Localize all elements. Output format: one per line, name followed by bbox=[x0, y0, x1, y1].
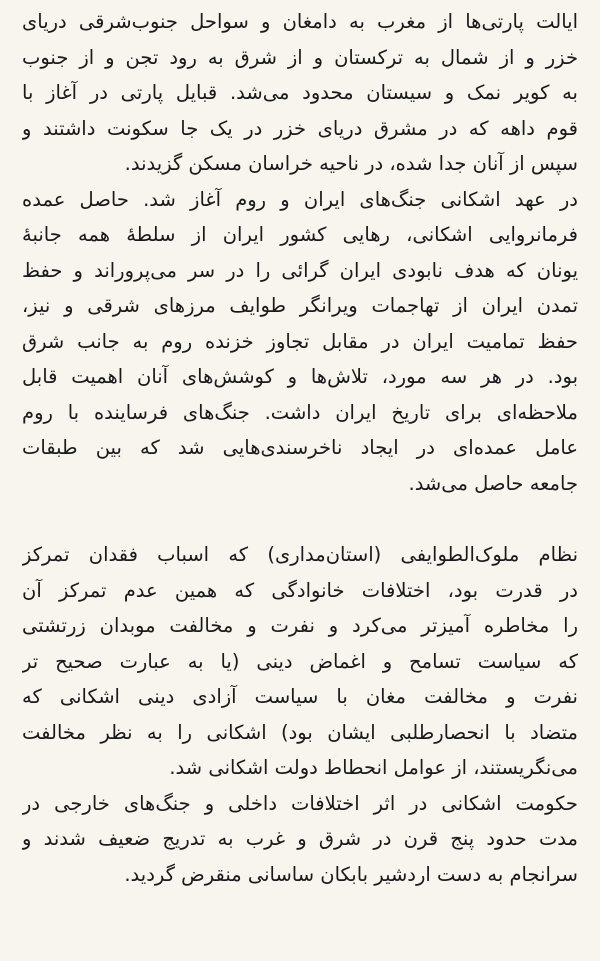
text-line: خزر و از شمال به ترکستان و از شرق به رود تجن و از جنوب bbox=[22, 45, 578, 69]
text-line: مدت حدود پنج قرن در شرق و غرب به تدریج ضعیف شدند و bbox=[22, 827, 578, 850]
text-line: حکومت اشکانی در اثر اختلافات داخلی و جنگ‌های خارجی در bbox=[22, 791, 578, 815]
paragraph-spacer bbox=[22, 501, 578, 537]
text-line: ملاحظه‌ای برای تاریخ ایران داشت. جنگ‌های فرساینده با روم bbox=[22, 400, 578, 424]
text-line: یونان که هدف نابودی ایران گرائی را در سر می‌پروراند و حفظ bbox=[22, 258, 578, 282]
text-line: تمدن ایران از تهاجمات ویرانگر طوایف مرزهای شرقی و نیز، bbox=[22, 294, 578, 317]
text-line: در عهد اشکانی جنگ‌های ایران و روم آغاز شد. حاصل عمده bbox=[22, 187, 578, 211]
text-line: نفرت و مخالفت مغان با سیاست آزادی دینی اشکانی که bbox=[22, 685, 578, 708]
text-line: بود. در هر سه مورد، تلاش‌ها و کوشش‌های آنان اهمیت قابل bbox=[22, 365, 578, 388]
text-line: را مخاطره آمیزتر می‌کرد و نفرت و مخالفت موبدان زرتشتی bbox=[22, 614, 578, 637]
text-line: جامعه حاصل می‌شد. bbox=[408, 471, 578, 495]
text-line: سپس از آنان جدا شده، در ناحیه خراسان مسکن گزیدند. bbox=[124, 152, 578, 175]
text-line: می‌نگریستند، از عوامل انحطاط دولت اشکانی شد. bbox=[169, 756, 578, 779]
text-line: نظام ملوک‌الطوایفی (استان‌مداری) که اسباب فقدان تمرکز bbox=[22, 543, 578, 566]
text-line: فرمانروایی اشکانی، رهایی کشور ایران از سلطهٔ همه جانبهٔ bbox=[22, 223, 578, 246]
paragraph-parthian-territory bbox=[22, 4, 578, 182]
text-line: به کویر نمک و سیستان محدود می‌شد. قبایل پارتی در آغاز با bbox=[22, 81, 578, 104]
paragraph-iran-rome-wars bbox=[22, 182, 578, 502]
text-line: ایالت پارتی‌ها از مغرب به دامغان و سواحل جنوب‌شرقی دریای bbox=[22, 10, 578, 33]
text-line: در قدرت بود، اختلافات خانوادگی که همین عدم تمرکز آن bbox=[22, 578, 578, 602]
text-line: حفظ تمامیت ایران در مقابل تجاوز خزنده روم به جانب شرق bbox=[22, 329, 578, 353]
text-line: متضاد با انحصارطلبی ایشان بود) اشکانی را به نظر مخالفت bbox=[22, 720, 578, 744]
text-line: قوم داهه که در مشرق دریای خزر در یک جا سکونت داشتند و bbox=[22, 116, 578, 140]
text-line: عامل عمده‌ای در ایجاد ناخرسندی‌هایی شد که بین طبقات bbox=[22, 436, 578, 459]
paragraph-feudal-system bbox=[22, 537, 578, 786]
text-line: که سیاست تسامح و اغماض دینی (یا به عبارت صحیح تر bbox=[22, 649, 578, 673]
paragraph-parthian-fall bbox=[22, 786, 578, 893]
text-line: سرانجام به دست اردشیر بابکان ساسانی منقرض گردید. bbox=[124, 862, 578, 886]
